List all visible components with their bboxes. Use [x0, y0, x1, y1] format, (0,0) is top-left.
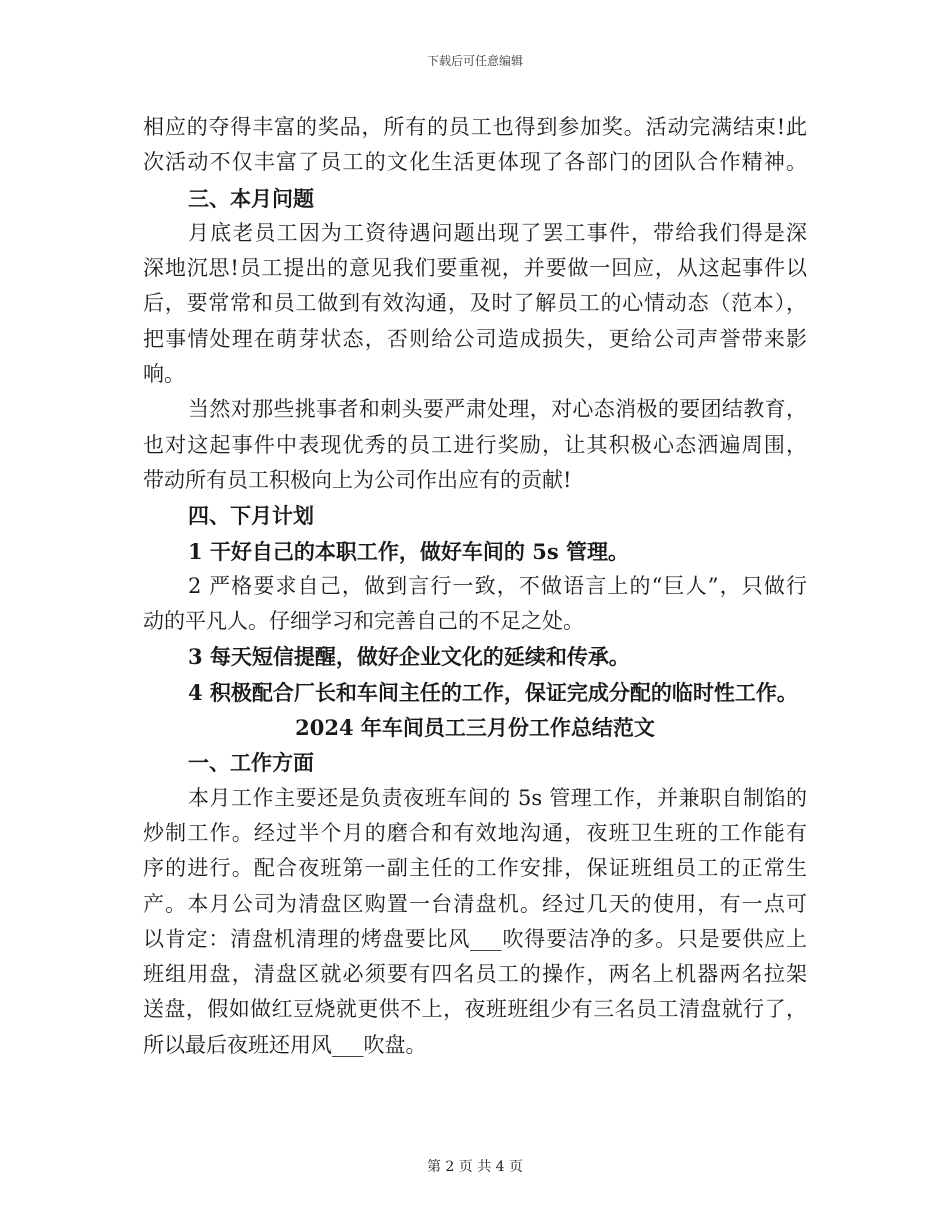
paragraph-line: 把事情处理在萌芽状态，否则给公司造成损失，更给公司声誉带来影 — [143, 326, 807, 351]
document-title: 2024 年车间员工三月份工作总结范文 — [295, 715, 655, 741]
paragraph-line: 当然对那些挑事者和刺头要严肃处理，对心态消极的要团结教育， — [188, 397, 807, 422]
plan-item: 1 干好自己的本职工作，做好车间的 5s 管理。 — [188, 538, 629, 564]
paragraph-line: 相应的夺得丰富的奖品，所有的员工也得到参加奖。活动完满结束!此 — [143, 115, 807, 139]
paragraph-line: 班组用盘，清盘区就必须要有四名员工的操作，两名上机器两名拉架 — [143, 962, 807, 987]
paragraph-line: 本月工作主要还是负责夜班车间的 5s 管理工作，并兼职自制馅的 — [188, 785, 807, 810]
paragraph-line: 带动所有员工积极向上为公司作出应有的贡献! — [143, 467, 572, 492]
paragraph-line: 产。本月公司为清盘区购置一台清盘机。经过几天的使用，有一点可 — [143, 891, 807, 916]
paragraph-line: 次活动不仅丰富了员工的文化生活更体现了各部门的团队合作精神。 — [143, 150, 807, 175]
section-heading: 三、本月问题 — [188, 185, 314, 211]
paragraph-line: 动的平凡人。仔细学习和完善自己的不足之处。 — [143, 609, 584, 634]
paragraph-line: 深地沉思!员工提出的意见我们要重视，并要做一回应，从这起事件以 — [143, 256, 807, 281]
page-header: 下载后可任意编辑 — [426, 54, 523, 68]
plan-item: 3 每天短信提醒，做好企业文化的延续和传承。 — [188, 644, 630, 670]
paragraph-line: 所以最后夜班还用风___吹盘。 — [143, 1032, 427, 1057]
plan-item: 4 积极配合厂长和车间主任的工作，保证完成分配的临时性工作。 — [188, 679, 798, 705]
paragraph-line: 月底老员工因为工资待遇问题出现了罢工事件，带给我们得是深 — [188, 220, 807, 245]
paragraph-line: 以肯定：清盘机清理的烤盘要比风___吹得要洁净的多。只是要供应上 — [143, 926, 807, 951]
section-heading: 一、工作方面 — [188, 750, 314, 776]
paragraph-line: 送盘，假如做红豆烧就更供不上，夜班班组少有三名员工清盘就行了， — [143, 997, 807, 1022]
paragraph-line: 也对这起事件中表现优秀的员工进行奖励，让其积极心态洒遍周围， — [143, 432, 807, 457]
paragraph-line: 炒制工作。经过半个月的磨合和有效地沟通，夜班卫生班的工作能有 — [143, 820, 807, 845]
section-heading: 四、下月计划 — [188, 503, 314, 529]
document-body — [143, 110, 807, 1063]
paragraph-line: 序的进行。配合夜班第一副主任的工作安排，保证班组员工的正常生 — [143, 856, 807, 881]
plan-item: 2 严格要求自己，做到言行一致，不做语言上的“巨人”，只做行 — [188, 573, 807, 598]
paragraph-line: 后，要常常和员工做到有效沟通，及时了解员工的心情动态（范本）， — [143, 291, 807, 316]
paragraph-line: 响。 — [143, 362, 185, 387]
page-footer: 第 2 页 共 4 页 — [426, 1159, 524, 1175]
